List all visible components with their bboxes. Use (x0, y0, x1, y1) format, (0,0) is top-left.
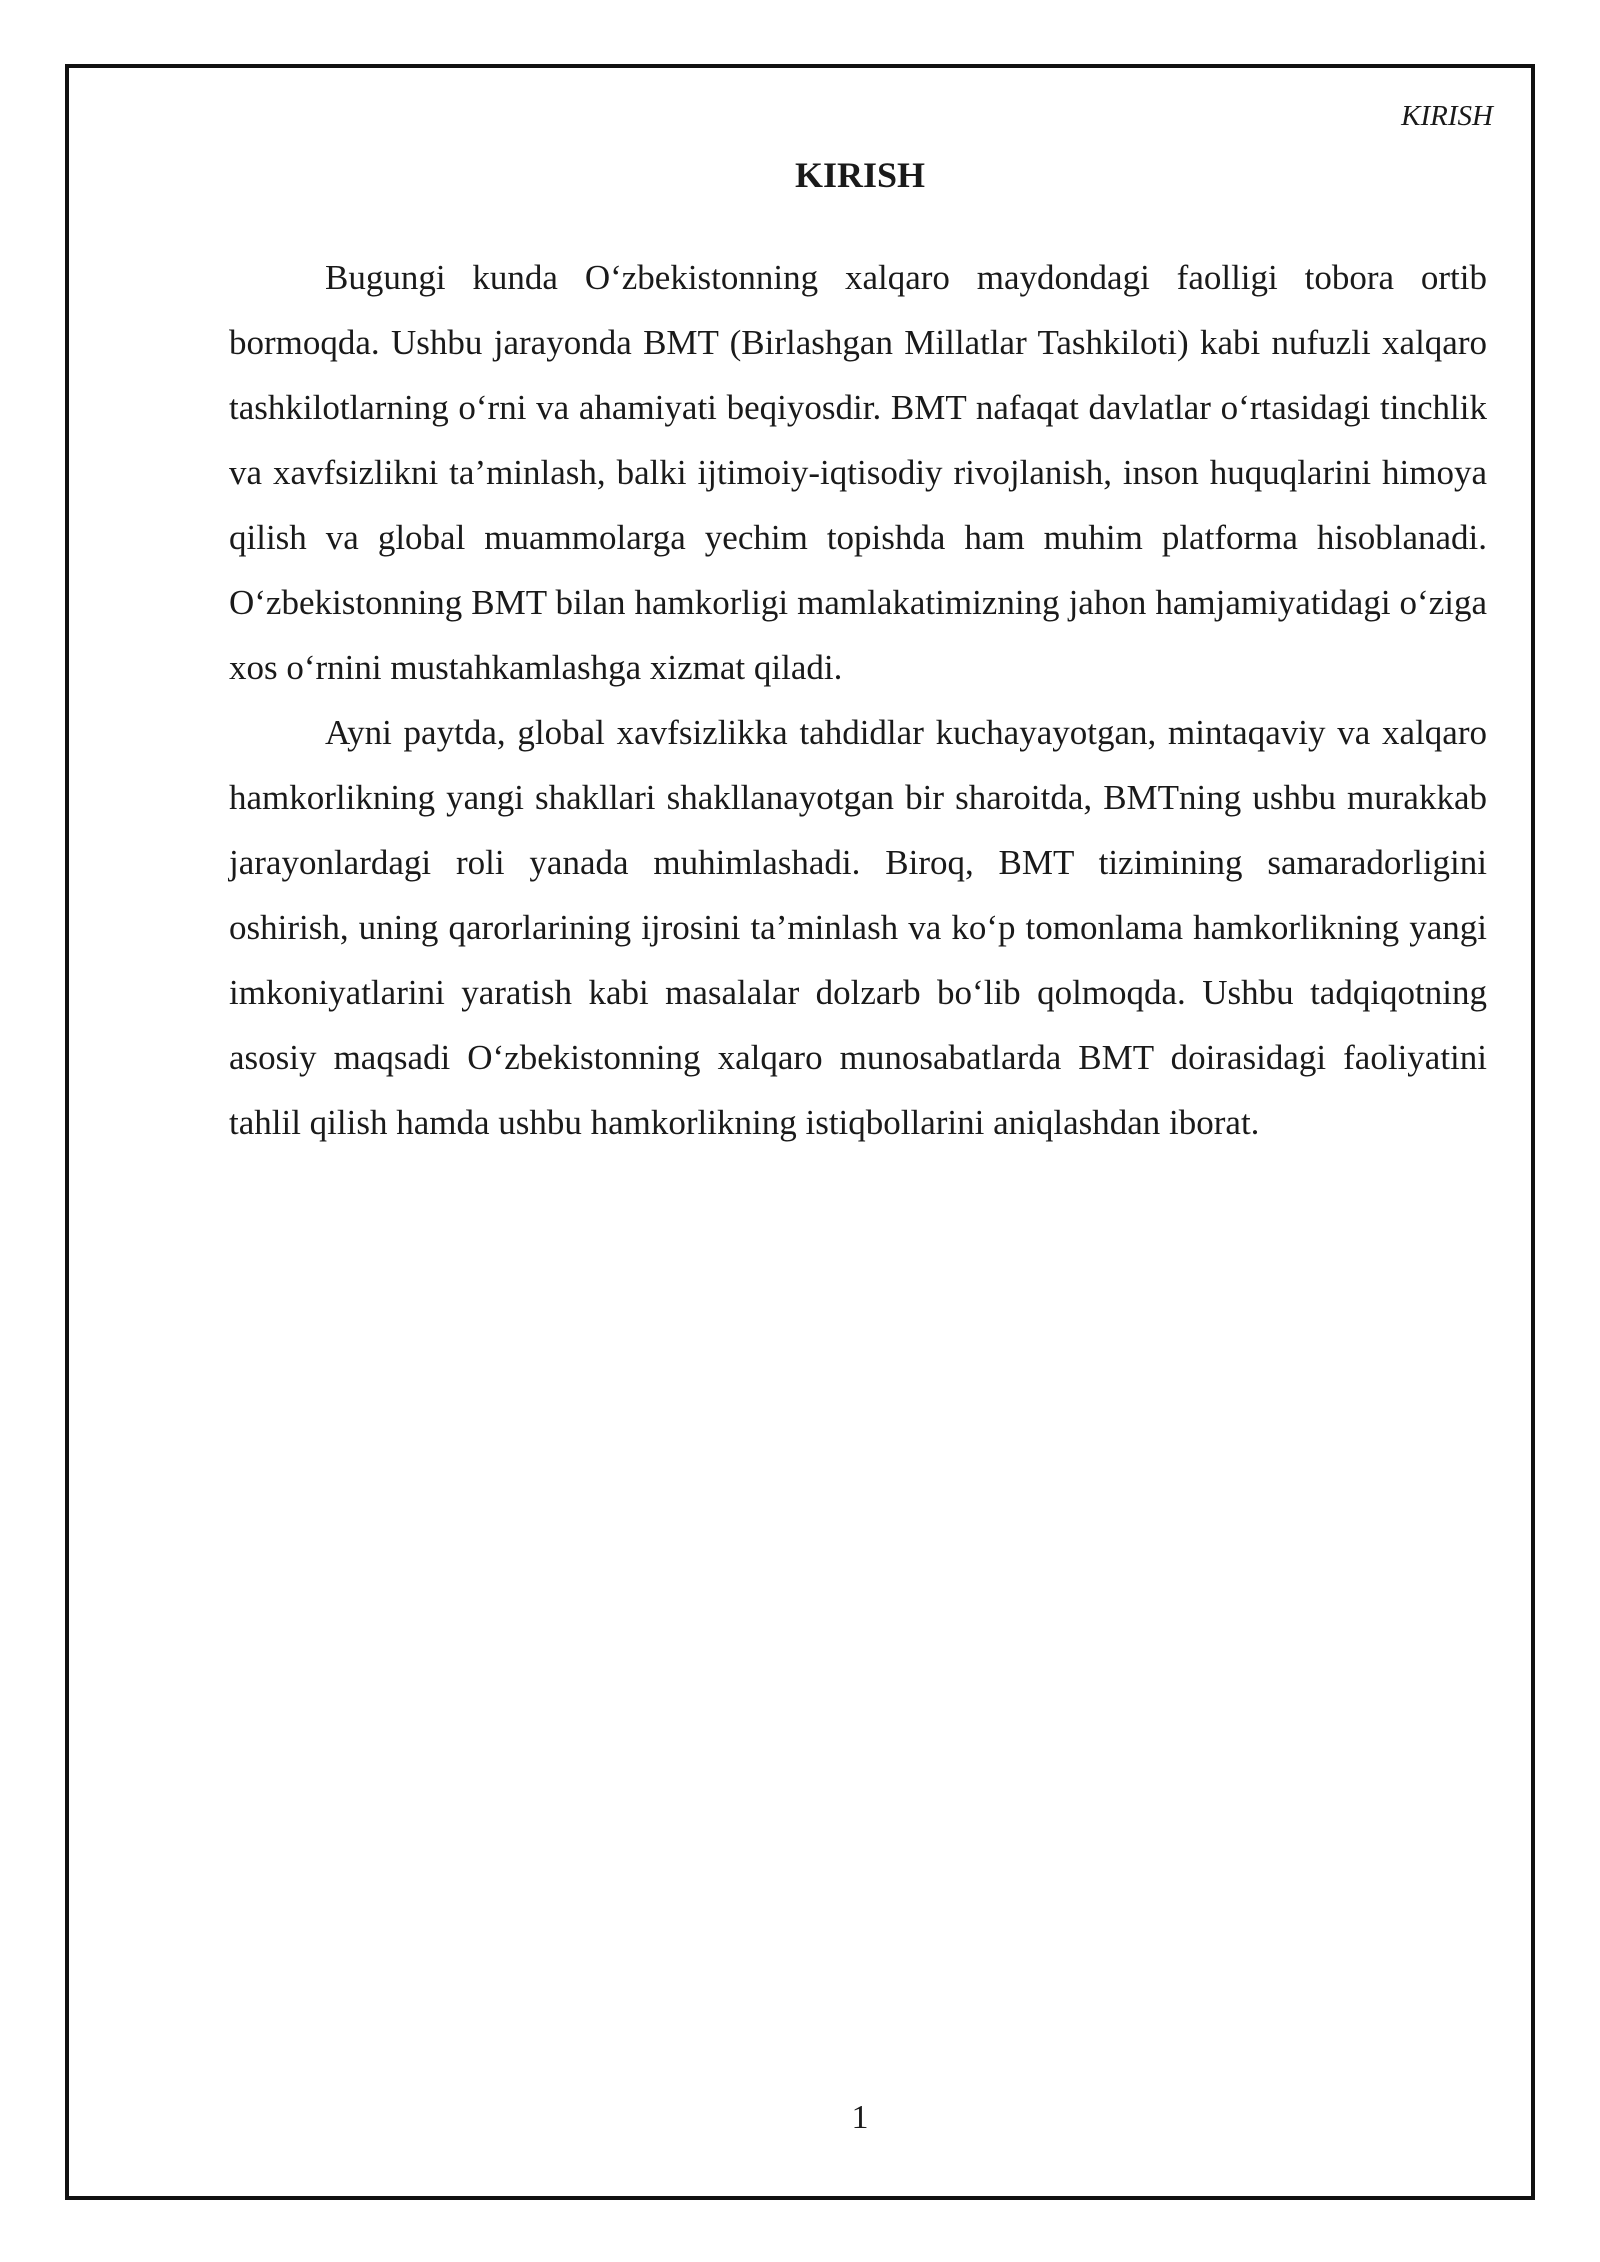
document-body (229, 245, 1487, 1155)
body-paragraph: Bugungi kunda O‘zbekistonning xalqaro maydondagi faolligi tobora ortib bormoqda. Ushbu jarayonda BMT (Birlashgan Millatlar Tashkiloti) kabi nufuzli xalqaro tashkilotlarning o‘rni va ahamiyati beqiyosdir. BMT nafaqat davlatlar o‘rtasidagi tinchlik va xavfsizlikni ta’minlash, balki ijtimoiy-iqtisodiy rivojlanish, inson huquqlarini himoya qilish va global muammolarga yechim topishda ham muhim platforma hisoblanadi. O‘zbekistonning BMT bilan hamkorligi mamlakatimizning jahon hamjamiyatidagi o‘ziga xos o‘rnini mustahkamlashga xizmat qiladi. (229, 258, 1487, 687)
body-paragraph: Ayni paytda, global xavfsizlikka tahdidlar kuchayayotgan, mintaqaviy va xalqaro hamkorlikning yangi shakllari shakllanayotgan bir sharoitda, BMTning ushbu murakkab jarayonlardagi roli yanada muhimlashadi. Biroq, BMT tizimining samaradorligini oshirish, uning qarorlarining ijrosini ta’minlash va ko‘p tomonlama hamkorlikning yangi imkoniyatlarini yaratish kabi masalalar dolzarb bo‘lib qolmoqda. Ushbu tadqiqotning asosiy maqsadi O‘zbekistonning xalqaro munosabatlarda BMT doirasidagi faoliyatini tahlil qilish hamda ushbu hamkorlikning istiqbollarini aniqlashdan iborat. (229, 713, 1487, 1142)
document-title: KIRISH (794, 155, 926, 195)
page-number: 1 (851, 2099, 869, 2136)
running-header: KIRISH (1401, 100, 1493, 132)
